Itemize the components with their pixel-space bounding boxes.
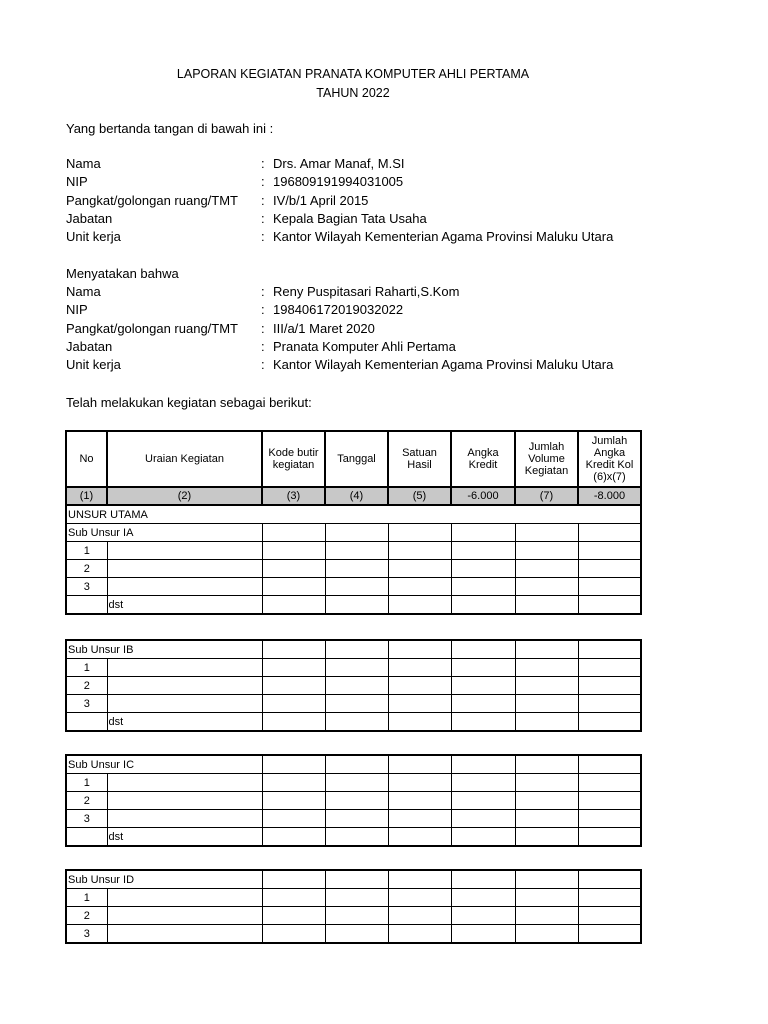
table-cell	[451, 677, 515, 695]
field-value: 198406172019032022	[273, 302, 404, 318]
table-cell	[262, 596, 325, 615]
report-title-line2: TAHUN 2022	[316, 86, 390, 100]
table-cell	[325, 677, 388, 695]
column-number: (3)	[262, 487, 325, 505]
table-cell	[325, 542, 388, 560]
table-cell	[388, 524, 451, 542]
statement-text: Menyatakan bahwa	[66, 266, 179, 281]
table-cell	[515, 596, 578, 615]
table-cell	[515, 659, 578, 677]
column-header: Kode butir kegiatan	[262, 431, 325, 487]
table-cell	[578, 659, 641, 677]
table-cell	[107, 677, 262, 695]
table-row	[66, 659, 641, 677]
table-cell	[578, 792, 641, 810]
unsur-utama-label: UNSUR UTAMA	[66, 505, 641, 524]
field-colon: :	[261, 357, 265, 373]
activity-table	[65, 430, 642, 615]
field-label: Pangkat/golongan ruang/TMT	[66, 192, 238, 208]
table-cell	[388, 907, 451, 925]
table-cell	[515, 713, 578, 732]
table-cell	[515, 578, 578, 596]
column-number: (2)	[107, 487, 262, 505]
field-colon: :	[261, 229, 265, 245]
table-cell	[262, 810, 325, 828]
table-cell	[107, 560, 262, 578]
field-label: Nama	[66, 156, 101, 171]
table-row	[66, 925, 641, 944]
field-value: Reny Puspitasari Raharti,S.Kom	[273, 284, 460, 299]
field-value: Kantor Wilayah Kementerian Agama Provinsi Maluku Utara	[273, 229, 614, 245]
table-cell	[388, 828, 451, 847]
table-cell	[325, 889, 388, 907]
table-cell	[515, 524, 578, 542]
table-cell	[578, 713, 641, 732]
table-cell	[262, 524, 325, 542]
column-header: Jumlah Angka Kredit Kol (6)x(7)	[578, 431, 641, 487]
field-value: Kepala Bagian Tata Usaha	[273, 210, 427, 226]
table-cell	[578, 524, 641, 542]
table-cell	[325, 870, 388, 889]
table-cell	[451, 774, 515, 792]
row-number: 2	[66, 792, 107, 810]
column-number: (5)	[388, 487, 451, 505]
field-value: Kantor Wilayah Kementerian Agama Provinsi Maluku Utara	[273, 357, 614, 373]
field-value: 196809191994031005	[273, 174, 404, 190]
sub-unsur-header-row	[66, 524, 641, 542]
table-cell	[451, 695, 515, 713]
table-cell	[578, 755, 641, 774]
table-cell	[578, 925, 641, 944]
table-cell	[325, 925, 388, 944]
row-number: 2	[66, 560, 107, 578]
field-colon: :	[261, 320, 265, 336]
table-cell	[262, 755, 325, 774]
table-cell	[262, 542, 325, 560]
table-cell	[388, 774, 451, 792]
row-number: 2	[66, 907, 107, 925]
activities-intro: Telah melakukan kegiatan sebagai berikut:	[66, 395, 312, 410]
table-cell	[578, 810, 641, 828]
table-cell	[451, 828, 515, 847]
table-cell	[578, 828, 641, 847]
unsur-utama-row	[66, 505, 641, 524]
table-cell	[325, 560, 388, 578]
table-cell	[451, 542, 515, 560]
table-cell	[325, 695, 388, 713]
table-cell	[325, 640, 388, 659]
table-cell	[451, 907, 515, 925]
table-cell	[388, 870, 451, 889]
dst-label: dst	[107, 713, 262, 732]
column-number-row	[66, 487, 641, 505]
table-row	[66, 560, 641, 578]
table-cell	[107, 889, 262, 907]
sub-unsur-label: Sub Unsur IC	[66, 755, 262, 774]
table-row	[66, 578, 641, 596]
table-cell	[388, 925, 451, 944]
table-cell	[451, 810, 515, 828]
field-colon: :	[261, 192, 265, 208]
table-cell	[451, 889, 515, 907]
field-colon: :	[261, 174, 265, 190]
table-cell	[262, 925, 325, 944]
table-cell	[515, 792, 578, 810]
dst-label: dst	[107, 596, 262, 615]
table-cell	[515, 640, 578, 659]
table-cell	[451, 755, 515, 774]
sub-unsur-label: Sub Unsur ID	[66, 870, 262, 889]
table-cell	[325, 907, 388, 925]
table-cell	[515, 828, 578, 847]
table-cell	[325, 578, 388, 596]
table-cell	[451, 578, 515, 596]
sub-unsur-header-row	[66, 870, 641, 889]
table-cell	[66, 713, 107, 732]
field-value: IV/b/1 April 2015	[273, 192, 369, 208]
column-number: (1)	[66, 487, 107, 505]
table-cell	[451, 792, 515, 810]
table-cell	[515, 677, 578, 695]
table-cell	[578, 774, 641, 792]
table-row	[66, 907, 641, 925]
table-cell	[388, 792, 451, 810]
row-number: 1	[66, 659, 107, 677]
field-label: Jabatan	[66, 338, 113, 354]
column-header: Uraian Kegiatan	[107, 431, 262, 487]
row-number: 3	[66, 578, 107, 596]
column-header: Jumlah Volume Kegiatan	[515, 431, 578, 487]
table-cell	[515, 870, 578, 889]
table-cell	[388, 578, 451, 596]
table-cell	[262, 792, 325, 810]
table-cell	[388, 810, 451, 828]
column-number: -6.000	[451, 487, 515, 505]
sub-unsur-header-row	[66, 640, 641, 659]
field-label: NIP	[66, 174, 88, 190]
table-cell	[325, 713, 388, 732]
table-cell	[262, 695, 325, 713]
table-row	[66, 774, 641, 792]
field-label: NIP	[66, 302, 88, 318]
table-cell	[262, 677, 325, 695]
table-cell	[515, 542, 578, 560]
table-cell	[388, 659, 451, 677]
table-cell	[107, 925, 262, 944]
table-cell	[451, 870, 515, 889]
table-cell	[515, 755, 578, 774]
table-cell	[578, 889, 641, 907]
table-cell	[262, 640, 325, 659]
table-cell	[325, 755, 388, 774]
field-colon: :	[261, 338, 265, 354]
intro-text: Yang bertanda tangan di bawah ini :	[66, 121, 274, 136]
table-cell	[262, 828, 325, 847]
table-cell	[451, 596, 515, 615]
table-cell	[325, 659, 388, 677]
table-row-dst	[66, 596, 641, 615]
table-cell	[388, 542, 451, 560]
field-label: Nama	[66, 284, 101, 299]
table-cell	[578, 578, 641, 596]
table-cell	[578, 640, 641, 659]
table-cell	[451, 659, 515, 677]
column-header: Tanggal	[325, 431, 388, 487]
table-cell	[515, 695, 578, 713]
table-cell	[262, 774, 325, 792]
column-header: Angka Kredit	[451, 431, 515, 487]
sub-unsur-table	[65, 869, 642, 944]
table-cell	[107, 907, 262, 925]
table-cell	[325, 792, 388, 810]
column-header: Satuan Hasil	[388, 431, 451, 487]
table-cell	[578, 596, 641, 615]
table-row-dst	[66, 828, 641, 847]
table-cell	[515, 810, 578, 828]
row-number: 1	[66, 889, 107, 907]
table-row	[66, 542, 641, 560]
table-cell	[451, 524, 515, 542]
field-value: Drs. Amar Manaf, M.SI	[273, 156, 405, 171]
table-cell	[515, 560, 578, 578]
sub-unsur-table	[65, 754, 642, 847]
field-colon: :	[261, 210, 265, 226]
table-cell	[325, 810, 388, 828]
row-number: 1	[66, 542, 107, 560]
row-number: 3	[66, 925, 107, 944]
table-cell	[388, 677, 451, 695]
table-cell	[107, 542, 262, 560]
table-cell	[107, 774, 262, 792]
report-title-line1: LAPORAN KEGIATAN PRANATA KOMPUTER AHLI PERTAMA	[176, 67, 530, 81]
field-label: Jabatan	[66, 210, 113, 226]
table-cell	[388, 755, 451, 774]
table-cell	[451, 925, 515, 944]
table-row	[66, 810, 641, 828]
table-cell	[66, 596, 107, 615]
table-cell	[451, 640, 515, 659]
table-cell	[262, 659, 325, 677]
table-cell	[107, 578, 262, 596]
table-cell	[262, 713, 325, 732]
table-cell	[388, 596, 451, 615]
row-number: 2	[66, 677, 107, 695]
table-cell	[578, 695, 641, 713]
table-cell	[262, 560, 325, 578]
column-number: (4)	[325, 487, 388, 505]
field-colon: :	[261, 302, 265, 318]
table-cell	[325, 524, 388, 542]
table-cell	[325, 596, 388, 615]
table-cell	[107, 659, 262, 677]
table-cell	[107, 810, 262, 828]
field-value: Pranata Komputer Ahli Pertama	[273, 338, 456, 354]
table-cell	[325, 774, 388, 792]
field-colon: :	[261, 156, 265, 171]
field-label: Unit kerja	[66, 229, 121, 245]
table-cell	[107, 695, 262, 713]
table-cell	[578, 560, 641, 578]
sub-unsur-label: Sub Unsur IA	[66, 524, 262, 542]
table-cell	[515, 889, 578, 907]
dst-label: dst	[107, 828, 262, 847]
table-row	[66, 677, 641, 695]
row-number: 3	[66, 810, 107, 828]
table-row	[66, 695, 641, 713]
sub-unsur-table	[65, 639, 642, 732]
field-value: III/a/1 Maret 2020	[273, 320, 375, 336]
table-cell	[325, 828, 388, 847]
field-label: Unit kerja	[66, 357, 121, 373]
table-cell	[515, 774, 578, 792]
table-row	[66, 889, 641, 907]
table-cell	[578, 677, 641, 695]
table-cell	[66, 828, 107, 847]
table-cell	[515, 907, 578, 925]
table-cell	[262, 870, 325, 889]
column-number: -8.000	[578, 487, 641, 505]
table-cell	[515, 925, 578, 944]
table-cell	[578, 542, 641, 560]
table-cell	[262, 578, 325, 596]
table-cell	[388, 889, 451, 907]
table-cell	[451, 560, 515, 578]
table-cell	[262, 907, 325, 925]
row-number: 3	[66, 695, 107, 713]
table-cell	[388, 640, 451, 659]
table-row	[66, 792, 641, 810]
table-row-dst	[66, 713, 641, 732]
field-label: Pangkat/golongan ruang/TMT	[66, 320, 238, 336]
sub-unsur-label: Sub Unsur IB	[66, 640, 262, 659]
table-cell	[388, 695, 451, 713]
table-cell	[388, 713, 451, 732]
sub-unsur-header-row	[66, 755, 641, 774]
table-cell	[578, 907, 641, 925]
column-header: No	[66, 431, 107, 487]
table-header-row	[66, 431, 641, 487]
field-colon: :	[261, 284, 265, 299]
row-number: 1	[66, 774, 107, 792]
table-cell	[578, 870, 641, 889]
column-number: (7)	[515, 487, 578, 505]
table-cell	[107, 792, 262, 810]
table-cell	[388, 560, 451, 578]
table-cell	[262, 889, 325, 907]
table-cell	[451, 713, 515, 732]
